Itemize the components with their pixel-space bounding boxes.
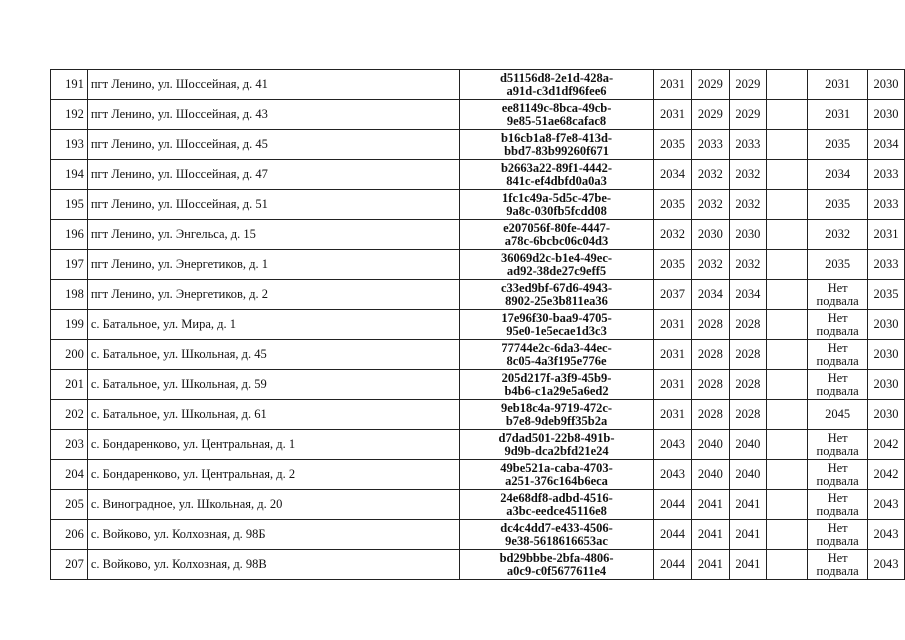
basement-cell bbox=[808, 490, 868, 520]
year-cell-2: 2040 bbox=[691, 460, 729, 490]
year-cell-1: 2043 bbox=[654, 430, 692, 460]
fias-code-cell bbox=[459, 520, 653, 550]
year-cell-1: 2034 bbox=[654, 160, 692, 190]
empty-cell bbox=[766, 460, 807, 490]
year-cell-3: 2028 bbox=[729, 340, 766, 370]
fias-code-line-1: 205d217f-a3f9-45b9- bbox=[501, 370, 612, 385]
basement-cell bbox=[808, 400, 868, 430]
fias-code-cell bbox=[459, 70, 653, 100]
table-row bbox=[51, 100, 905, 130]
year-cell-3: 2041 bbox=[729, 520, 766, 550]
year-cell-5: 2030 bbox=[868, 310, 905, 340]
fias-code-line-2: b7e8-9deb9ff35b2a bbox=[505, 413, 608, 428]
year-cell-3: 2040 bbox=[729, 430, 766, 460]
fias-code-cell bbox=[459, 310, 653, 340]
basement-cell bbox=[808, 460, 868, 490]
fias-code-line-1: 49be521a-caba-4703- bbox=[500, 460, 613, 475]
address-cell: пгт Ленино, ул. Энергетиков, д. 2 bbox=[87, 280, 459, 310]
year-cell-2: 2028 bbox=[691, 400, 729, 430]
year-cell-3: 2032 bbox=[729, 250, 766, 280]
row-number: 203 bbox=[51, 430, 88, 460]
year-cell-5: 2035 bbox=[868, 280, 905, 310]
year-cell-1: 2031 bbox=[654, 370, 692, 400]
basement-line-2: подвала bbox=[816, 533, 859, 548]
fias-code-line-1: d51156d8-2e1d-428a- bbox=[499, 70, 614, 85]
year-cell-2: 2041 bbox=[691, 520, 729, 550]
empty-cell bbox=[766, 100, 807, 130]
address-cell: с. Батальное, ул. Мира, д. 1 bbox=[87, 310, 459, 340]
year-cell-5: 2043 bbox=[868, 520, 905, 550]
year-cell-5: 2042 bbox=[868, 430, 905, 460]
fias-code-line-2: bbd7-83b99260f671 bbox=[504, 143, 609, 158]
year-cell-2: 2028 bbox=[691, 340, 729, 370]
table-row bbox=[51, 400, 905, 430]
row-number: 201 bbox=[51, 370, 88, 400]
basement-line-2: подвала bbox=[816, 503, 859, 518]
fias-code-line-1: dc4c4dd7-e433-4506- bbox=[500, 520, 613, 535]
year-cell-2: 2041 bbox=[691, 550, 729, 580]
table-row bbox=[51, 430, 905, 460]
basement-line-1: Нет bbox=[827, 520, 848, 535]
row-number: 197 bbox=[51, 250, 88, 280]
year-cell-5: 2042 bbox=[868, 460, 905, 490]
year-cell-3: 2032 bbox=[729, 190, 766, 220]
table-row bbox=[51, 250, 905, 280]
basement-line-2: подвала bbox=[816, 323, 859, 338]
basement-line-1: Нет bbox=[827, 370, 848, 385]
address-cell: пгт Ленино, ул. Шоссейная, д. 51 bbox=[87, 190, 459, 220]
year-cell-1: 2037 bbox=[654, 280, 692, 310]
year-cell-3: 2041 bbox=[729, 490, 766, 520]
fias-code-line-2: 8902-25e3b811ea36 bbox=[505, 293, 608, 308]
year-cell-5: 2030 bbox=[868, 100, 905, 130]
fias-code-line-2: 8c05-4a3f195e776e bbox=[506, 353, 607, 368]
empty-cell bbox=[766, 250, 807, 280]
fias-code-line-2: a78c-6bcbc06c04d3 bbox=[504, 233, 609, 248]
fias-code-cell bbox=[459, 430, 653, 460]
year-cell-5: 2030 bbox=[868, 400, 905, 430]
register-table bbox=[50, 69, 905, 580]
basement-cell bbox=[808, 70, 868, 100]
basement-line-1: Нет bbox=[827, 340, 848, 355]
address-cell: с. Батальное, ул. Школьная, д. 45 bbox=[87, 340, 459, 370]
empty-cell bbox=[766, 160, 807, 190]
basement-line-1: Нет bbox=[827, 490, 848, 505]
address-cell: с. Войково, ул. Колхозная, д. 98Б bbox=[87, 520, 459, 550]
year-cell-3: 2034 bbox=[729, 280, 766, 310]
row-number: 196 bbox=[51, 220, 88, 250]
year-cell-1: 2035 bbox=[654, 130, 692, 160]
empty-cell bbox=[766, 400, 807, 430]
table-row bbox=[51, 220, 905, 250]
empty-cell bbox=[766, 190, 807, 220]
basement-line-1: 2035 bbox=[825, 137, 851, 151]
row-number: 198 bbox=[51, 280, 88, 310]
row-number: 193 bbox=[51, 130, 88, 160]
row-number: 207 bbox=[51, 550, 88, 580]
address-cell: с. Виноградное, ул. Школьная, д. 20 bbox=[87, 490, 459, 520]
address-cell: пгт Ленино, ул. Шоссейная, д. 47 bbox=[87, 160, 459, 190]
year-cell-2: 2029 bbox=[691, 70, 729, 100]
fias-code-line-1: ee81149c-8bca-49cb- bbox=[501, 100, 612, 115]
year-cell-5: 2033 bbox=[868, 250, 905, 280]
fias-code-line-1: 1fc1c49a-5d5c-47be- bbox=[502, 190, 612, 205]
basement-cell bbox=[808, 220, 868, 250]
table-row bbox=[51, 280, 905, 310]
table-row bbox=[51, 160, 905, 190]
table-row bbox=[51, 130, 905, 160]
empty-cell bbox=[766, 550, 807, 580]
address-cell: пгт Ленино, ул. Энгельса, д. 15 bbox=[87, 220, 459, 250]
fias-code-line-2: 9a8c-030fb5fcdd08 bbox=[506, 203, 607, 218]
year-cell-3: 2028 bbox=[729, 370, 766, 400]
address-cell: пгт Ленино, ул. Шоссейная, д. 45 bbox=[87, 130, 459, 160]
year-cell-3: 2041 bbox=[729, 550, 766, 580]
basement-cell bbox=[808, 370, 868, 400]
fias-code-cell bbox=[459, 550, 653, 580]
year-cell-1: 2031 bbox=[654, 310, 692, 340]
year-cell-1: 2031 bbox=[654, 100, 692, 130]
basement-line-1: 2034 bbox=[825, 167, 851, 181]
table-row bbox=[51, 70, 905, 100]
basement-line-1: Нет bbox=[827, 280, 848, 295]
fias-code-line-1: c33ed9bf-67d6-4943- bbox=[500, 280, 613, 295]
fias-code-line-2: ad92-38de27c9eff5 bbox=[506, 263, 607, 278]
year-cell-3: 2029 bbox=[729, 100, 766, 130]
basement-line-2: подвала bbox=[816, 353, 859, 368]
year-cell-2: 2029 bbox=[691, 100, 729, 130]
table-row bbox=[51, 370, 905, 400]
year-cell-1: 2031 bbox=[654, 70, 692, 100]
year-cell-2: 2028 bbox=[691, 370, 729, 400]
year-cell-5: 2043 bbox=[868, 490, 905, 520]
row-number: 199 bbox=[51, 310, 88, 340]
fias-code-line-2: b4b6-c1a29e5a6ed2 bbox=[504, 383, 609, 398]
fias-code-line-1: b16cb1a8-f7e8-413d- bbox=[500, 130, 613, 145]
table-row bbox=[51, 520, 905, 550]
address-cell: пгт Ленино, ул. Шоссейная, д. 41 bbox=[87, 70, 459, 100]
fias-code-cell bbox=[459, 400, 653, 430]
row-number: 191 bbox=[51, 70, 88, 100]
basement-cell bbox=[808, 130, 868, 160]
empty-cell bbox=[766, 520, 807, 550]
fias-code-cell bbox=[459, 370, 653, 400]
basement-line-1: 2045 bbox=[825, 407, 851, 421]
basement-line-1: Нет bbox=[827, 310, 848, 325]
fias-code-line-2: 841c-ef4dbfd0a0a3 bbox=[506, 173, 607, 188]
address-cell: с. Бондаренково, ул. Центральная, д. 2 bbox=[87, 460, 459, 490]
fias-code-line-1: 9eb18c4a-9719-472c- bbox=[500, 400, 613, 415]
fias-code-cell bbox=[459, 220, 653, 250]
year-cell-5: 2030 bbox=[868, 370, 905, 400]
empty-cell bbox=[766, 130, 807, 160]
fias-code-line-2: a0c9-c0f5677611e4 bbox=[506, 563, 607, 578]
basement-line-1: Нет bbox=[827, 550, 848, 565]
year-cell-2: 2032 bbox=[691, 160, 729, 190]
address-cell: с. Батальное, ул. Школьная, д. 61 bbox=[87, 400, 459, 430]
basement-line-1: 2035 bbox=[825, 257, 851, 271]
empty-cell bbox=[766, 370, 807, 400]
fias-code-cell bbox=[459, 130, 653, 160]
basement-cell bbox=[808, 340, 868, 370]
year-cell-1: 2043 bbox=[654, 460, 692, 490]
basement-line-1: Нет bbox=[827, 430, 848, 445]
fias-code-cell bbox=[459, 250, 653, 280]
empty-cell bbox=[766, 280, 807, 310]
year-cell-5: 2031 bbox=[868, 220, 905, 250]
fias-code-line-2: 9e85-51ae68cafac8 bbox=[506, 113, 607, 128]
fias-code-cell bbox=[459, 100, 653, 130]
year-cell-3: 2040 bbox=[729, 460, 766, 490]
year-cell-5: 2033 bbox=[868, 160, 905, 190]
table-row bbox=[51, 490, 905, 520]
fias-code-line-1: d7dad501-22b8-491b- bbox=[498, 430, 615, 445]
year-cell-1: 2031 bbox=[654, 400, 692, 430]
basement-line-1: 2031 bbox=[825, 77, 851, 91]
row-number: 192 bbox=[51, 100, 88, 130]
year-cell-1: 2035 bbox=[654, 190, 692, 220]
year-cell-1: 2044 bbox=[654, 520, 692, 550]
basement-cell bbox=[808, 430, 868, 460]
year-cell-5: 2033 bbox=[868, 190, 905, 220]
address-cell: с. Бондаренково, ул. Центральная, д. 1 bbox=[87, 430, 459, 460]
basement-line-2: подвала bbox=[816, 383, 859, 398]
row-number: 205 bbox=[51, 490, 88, 520]
fias-code-line-1: b2663a22-89f1-4442- bbox=[500, 160, 613, 175]
year-cell-5: 2034 bbox=[868, 130, 905, 160]
fias-code-line-1: 77744e2c-6da3-44ec- bbox=[501, 340, 612, 355]
basement-cell bbox=[808, 520, 868, 550]
table-row bbox=[51, 550, 905, 580]
basement-line-2: подвала bbox=[816, 443, 859, 458]
year-cell-2: 2032 bbox=[691, 190, 729, 220]
year-cell-3: 2029 bbox=[729, 70, 766, 100]
year-cell-5: 2030 bbox=[868, 340, 905, 370]
fias-code-line-2: a3bc-eedce45116e8 bbox=[506, 503, 607, 518]
fias-code-line-2: 9e38-5618616653ac bbox=[505, 533, 608, 548]
basement-cell bbox=[808, 310, 868, 340]
fias-code-line-1: 24e68df8-adbd-4516- bbox=[500, 490, 613, 505]
year-cell-3: 2028 bbox=[729, 310, 766, 340]
address-cell: пгт Ленино, ул. Шоссейная, д. 43 bbox=[87, 100, 459, 130]
row-number: 195 bbox=[51, 190, 88, 220]
basement-cell bbox=[808, 160, 868, 190]
row-number: 206 bbox=[51, 520, 88, 550]
fias-code-line-1: 36069d2c-b1e4-49ec- bbox=[500, 250, 613, 265]
year-cell-3: 2032 bbox=[729, 160, 766, 190]
basement-cell bbox=[808, 280, 868, 310]
basement-line-2: подвала bbox=[816, 563, 859, 578]
basement-cell bbox=[808, 190, 868, 220]
empty-cell bbox=[766, 340, 807, 370]
row-number: 202 bbox=[51, 400, 88, 430]
basement-line-1: 2031 bbox=[825, 107, 851, 121]
register-table-body bbox=[51, 70, 905, 580]
year-cell-2: 2041 bbox=[691, 490, 729, 520]
year-cell-1: 2044 bbox=[654, 490, 692, 520]
fias-code-line-1: e207056f-80fe-4447- bbox=[503, 220, 610, 235]
table-row bbox=[51, 340, 905, 370]
year-cell-2: 2040 bbox=[691, 430, 729, 460]
basement-line-1: 2035 bbox=[825, 197, 851, 211]
year-cell-1: 2032 bbox=[654, 220, 692, 250]
empty-cell bbox=[766, 70, 807, 100]
year-cell-3: 2033 bbox=[729, 130, 766, 160]
basement-line-1: 2032 bbox=[825, 227, 851, 241]
fias-code-line-2: a91d-c3d1df96fee6 bbox=[506, 83, 607, 98]
fias-code-line-1: 17e96f30-baa9-4705- bbox=[501, 310, 612, 325]
basement-line-2: подвала bbox=[816, 473, 859, 488]
empty-cell bbox=[766, 220, 807, 250]
table-row bbox=[51, 190, 905, 220]
year-cell-5: 2030 bbox=[868, 70, 905, 100]
fias-code-cell bbox=[459, 460, 653, 490]
row-number: 200 bbox=[51, 340, 88, 370]
year-cell-1: 2044 bbox=[654, 550, 692, 580]
table-row bbox=[51, 310, 905, 340]
row-number: 194 bbox=[51, 160, 88, 190]
fias-code-cell bbox=[459, 340, 653, 370]
basement-line-2: подвала bbox=[816, 293, 859, 308]
fias-code-line-2: 9d9b-dca2bfd21e24 bbox=[504, 443, 609, 458]
table-row bbox=[51, 460, 905, 490]
row-number: 204 bbox=[51, 460, 88, 490]
fias-code-line-1: bd29bbbe-2bfa-4806- bbox=[499, 550, 614, 565]
fias-code-cell bbox=[459, 160, 653, 190]
basement-cell bbox=[808, 550, 868, 580]
address-cell: с. Войково, ул. Колхозная, д. 98В bbox=[87, 550, 459, 580]
empty-cell bbox=[766, 430, 807, 460]
fias-code-line-2: a251-376c164b6eca bbox=[505, 473, 608, 488]
basement-cell bbox=[808, 250, 868, 280]
fias-code-line-2: 95e0-1e5ecae1d3c3 bbox=[506, 323, 607, 338]
address-cell: пгт Ленино, ул. Энергетиков, д. 1 bbox=[87, 250, 459, 280]
fias-code-cell bbox=[459, 490, 653, 520]
basement-line-1: Нет bbox=[827, 460, 848, 475]
year-cell-2: 2028 bbox=[691, 310, 729, 340]
year-cell-2: 2033 bbox=[691, 130, 729, 160]
year-cell-1: 2031 bbox=[654, 340, 692, 370]
address-cell: с. Батальное, ул. Школьная, д. 59 bbox=[87, 370, 459, 400]
year-cell-5: 2043 bbox=[868, 550, 905, 580]
empty-cell bbox=[766, 490, 807, 520]
year-cell-1: 2035 bbox=[654, 250, 692, 280]
year-cell-3: 2028 bbox=[729, 400, 766, 430]
basement-cell bbox=[808, 100, 868, 130]
year-cell-2: 2032 bbox=[691, 250, 729, 280]
fias-code-cell bbox=[459, 280, 653, 310]
fias-code-cell bbox=[459, 190, 653, 220]
year-cell-3: 2030 bbox=[729, 220, 766, 250]
empty-cell bbox=[766, 310, 807, 340]
year-cell-2: 2030 bbox=[691, 220, 729, 250]
year-cell-2: 2034 bbox=[691, 280, 729, 310]
